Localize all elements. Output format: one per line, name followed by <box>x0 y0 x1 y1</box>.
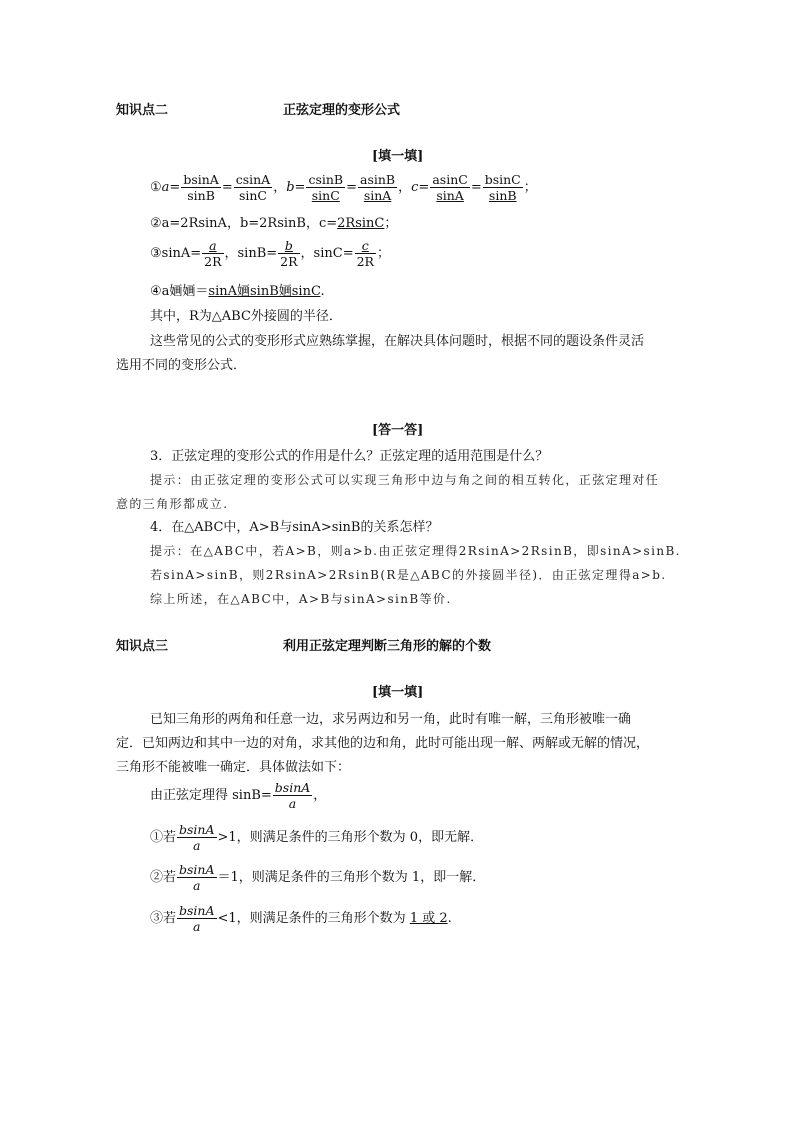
case-prefix: ①若 <box>150 830 177 845</box>
hint-line: 意的三角形都成立. <box>116 497 229 511</box>
formula-3 <box>150 238 390 269</box>
terminator: ， <box>313 788 327 803</box>
denominator: a <box>193 919 201 934</box>
formula-1 <box>150 172 537 203</box>
fraction <box>181 172 221 203</box>
formula-2 <box>150 217 397 230</box>
separator: ， <box>273 180 287 195</box>
section-label: 知识点二 <box>116 103 169 118</box>
formula-4 <box>150 285 325 298</box>
separator: ， <box>398 180 412 195</box>
denominator: 2R <box>280 254 298 269</box>
section-label: 知识点三 <box>116 639 169 654</box>
case-prefix: ③若 <box>150 911 177 926</box>
denominator: sinA <box>363 188 392 203</box>
equals: = <box>346 180 358 195</box>
denominator: sinA <box>436 188 464 203</box>
denominator: a <box>193 838 201 853</box>
note-text: 其中，R为△ABC外接圆的半径． <box>150 309 342 324</box>
equals: = <box>470 180 482 195</box>
denominator: 2R <box>356 254 374 269</box>
numerator: c <box>355 238 376 254</box>
hint-line: 提示：在△ABC中，若A>B，则a>b.由正弦定理得2RsinA>2RsinB，即sinA>sinB. <box>150 544 681 558</box>
terminator: . <box>447 911 452 926</box>
numerator: bsinA <box>179 822 215 837</box>
separator: ，sinB= <box>224 246 278 261</box>
section-title: 利用正弦定理判断三角形的解的个数 <box>283 639 492 654</box>
paragraph-line: 这些常见的公式的变形形式应熟练掌握，在解决具体问题时，根据不同的题设条件灵活 <box>150 334 645 349</box>
fraction <box>177 862 217 893</box>
denominator: 2R <box>204 254 222 269</box>
case-text: >1，则满足条件的三角形个数为 0，即无解． <box>217 830 484 845</box>
section-title: 正弦定理的变形公式 <box>283 103 401 118</box>
hint-line: 提示：由正弦定理的变形公式可以实现三角形中边与角之间的相互转化，正弦定理对任 <box>150 473 660 487</box>
equals: = <box>221 180 233 195</box>
fraction-answer <box>278 238 299 269</box>
formula-text: ②a=2RsinA，b=2RsinB，c= <box>150 216 338 231</box>
formula-c-eq: c= <box>411 180 430 195</box>
terminator: . <box>320 284 325 299</box>
numerator: b <box>278 238 299 254</box>
hint-line: 若sinA>sinB，则2RsinA>2RsinB(R是△ABC的外接圆半径)．由正弦定理得a>b. <box>150 568 667 582</box>
denominator: sinB <box>488 188 517 203</box>
numerator: csinA <box>235 172 271 187</box>
terminator: ； <box>523 180 537 195</box>
paragraph-line: 已知三角形的两角和任意一边，求另两边和另一角，此时有唯一解，三角形被唯一确 <box>150 712 632 727</box>
law-text: 由正弦定理得 sinB= <box>150 788 272 803</box>
case-text: ＝1，则满足条件的三角形个数为 1，即一解． <box>217 870 486 885</box>
formula-text: ③sinA= <box>150 246 202 261</box>
formula-b-eq: b= <box>286 180 306 195</box>
formula-text: ④a婳婳＝ <box>150 284 209 299</box>
case-text: <1，则满足条件的三角形个数为 <box>217 911 410 926</box>
fill-heading: [填一填] <box>372 685 424 700</box>
fraction <box>177 903 217 934</box>
fraction <box>273 780 313 811</box>
fraction-answer <box>202 238 223 269</box>
terminator: ； <box>384 216 398 231</box>
hint-line: 综上所述，在△ABC中，A>B与sinA>sinB等价. <box>150 592 452 606</box>
answer-blank: sinA婳sinB婳sinC <box>208 284 321 299</box>
answer-blank: 2RsinC <box>337 216 385 231</box>
denominator: sinC <box>311 188 340 203</box>
case-2 <box>150 862 485 893</box>
case-prefix: ②若 <box>150 870 177 885</box>
fraction-answer <box>306 172 345 203</box>
denominator: sinC <box>238 188 267 203</box>
case-3 <box>150 903 452 934</box>
numerator: bsinA <box>274 780 311 795</box>
fill-heading: [填一填] <box>372 149 424 164</box>
numerator: asinC <box>432 172 468 187</box>
fraction-answer <box>430 172 469 203</box>
paragraph-line: 三角形不能被唯一确定．具体做法如下： <box>116 760 351 775</box>
question-4: 4．在△ABC中，A>B与sinA>sinB的关系怎样？ <box>150 520 439 535</box>
numerator: bsinC <box>484 172 521 187</box>
fraction <box>177 822 217 853</box>
denominator: a <box>193 878 201 893</box>
question-3: 3．正弦定理的变形公式的作用是什么？正弦定理的适用范围是什么？ <box>150 449 549 464</box>
case-1 <box>150 822 483 853</box>
denominator: sinB <box>187 188 215 203</box>
fraction-answer <box>358 172 397 203</box>
qa-heading: [答一答] <box>372 423 424 438</box>
fraction-answer <box>355 238 376 269</box>
formula-a-eq: a= <box>161 180 181 195</box>
numerator: csinB <box>308 172 344 187</box>
formula-circle-1: ① <box>150 180 162 195</box>
numerator: bsinA <box>179 903 215 918</box>
law-line <box>150 780 326 811</box>
numerator: bsinA <box>183 172 219 187</box>
numerator: bsinA <box>179 862 215 877</box>
paragraph-line: 选用不同的变形公式． <box>116 358 247 373</box>
fraction <box>234 172 273 203</box>
numerator: asinB <box>360 172 396 187</box>
terminator: ； <box>376 246 390 261</box>
answer-blank: 1 或 2 <box>409 911 448 926</box>
paragraph-line: 定．已知两边和其中一边的对角，求其他的边和角，此时可能出现一解、两解或无解的情况， <box>116 736 650 751</box>
fraction-answer <box>483 172 523 203</box>
numerator: a <box>202 238 223 254</box>
separator: ，sinC= <box>300 246 354 261</box>
denominator: a <box>288 796 297 811</box>
